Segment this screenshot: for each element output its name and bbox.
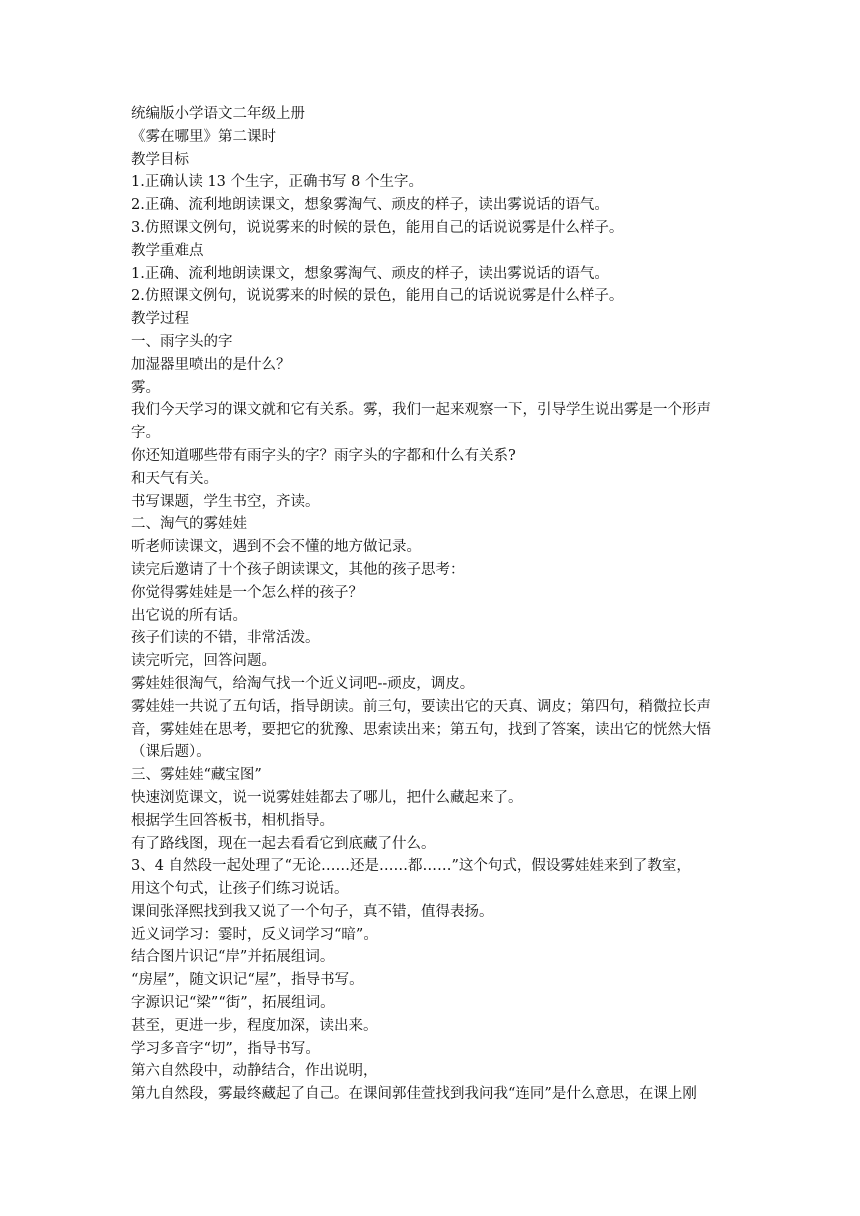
doc-goal-2: 2.正确、流利地朗读课文，想象雾淘气、顽皮的样子，读出雾说话的语气。 <box>131 197 609 214</box>
doc-paragraph: 雾娃娃很淘气，给淘气找一个近义词吧--顽皮，调皮。 <box>131 675 475 692</box>
doc-paragraph: 出它说的所有话。 <box>131 607 247 624</box>
doc-paragraph: 快速浏览课文，说一说雾娃娃都去了哪儿，把什么藏起来了。 <box>131 789 523 806</box>
doc-paragraph: 第九自然段，雾最终藏起了自己。在课间郭佳萱找到我问我“连同”是什么意思，在课上刚 <box>131 1086 697 1103</box>
doc-section-1-title: 一、雨字头的字 <box>131 333 233 350</box>
doc-paragraph: 和天气有关。 <box>131 470 218 487</box>
doc-key-point-1: 1.正确、流利地朗读课文，想象雾淘气、顽皮的样子，读出雾说话的语气。 <box>131 265 609 282</box>
doc-paragraph: 读完听完，回答问题。 <box>131 653 276 670</box>
doc-paragraph: 我们今天学习的课文就和它有关系。雾，我们一起来观察一下，引导学生说出雾是一个形声 <box>131 402 711 419</box>
doc-paragraph: 你觉得雾娃娃是一个怎么样的孩子？ <box>131 584 363 601</box>
doc-key-point-2: 2.仿照课文例句，说说雾来的时候的景色，能用自己的话说说雾是什么样子。 <box>131 288 624 305</box>
doc-paragraph: 读完后邀请了十个孩子朗读课文，其他的孩子思考： <box>131 561 465 578</box>
doc-paragraph: 加湿器里喷出的是什么？ <box>131 356 291 373</box>
doc-lesson-title: 《雾在哪里》第二课时 <box>131 128 276 145</box>
doc-heading-goals: 教学目标 <box>131 151 189 168</box>
doc-paragraph: 结合图片识记“岸”并拓展组词。 <box>131 949 335 966</box>
doc-paragraph: 雾。 <box>131 379 160 396</box>
doc-section-2-title: 二、淘气的雾娃娃 <box>131 516 247 533</box>
document-body <box>131 103 731 1106</box>
doc-paragraph: 课间张泽熙找到我又说了一个句子，真不错，值得表扬。 <box>131 903 494 920</box>
doc-paragraph: 甚至，更进一步，程度加深，读出来。 <box>131 1017 378 1034</box>
doc-heading-key-points: 教学重难点 <box>131 242 204 259</box>
doc-paragraph: 近义词学习：霎时，反义词学习“暗”。 <box>131 926 378 943</box>
doc-paragraph: 有了路线图，现在一起去看看它到底藏了什么。 <box>131 835 436 852</box>
doc-paragraph: 雾娃娃一共说了五句话，指导朗读。前三句，要读出它的天真、调皮；第四句，稍微拉长声 <box>131 698 711 715</box>
doc-paragraph: 根据学生回答板书，相机指导。 <box>131 812 334 829</box>
doc-paragraph: 字。 <box>131 425 160 442</box>
doc-heading-process: 教学过程 <box>131 311 189 328</box>
doc-paragraph: 第六自然段中，动静结合，作出说明， <box>131 1063 378 1080</box>
doc-goal-3: 3.仿照课文例句，说说雾来的时候的景色，能用自己的话说说雾是什么样子。 <box>131 219 624 236</box>
doc-paragraph: “房屋”，随文识记“屋”，指导书写。 <box>131 972 364 989</box>
doc-paragraph: 用这个句式，让孩子们练习说话。 <box>131 881 349 898</box>
doc-textbook-title: 统编版小学语文二年级上册 <box>131 106 305 122</box>
doc-paragraph: 听老师读课文，遇到不会不懂的地方做记录。 <box>131 539 421 556</box>
doc-paragraph: （课后题）。 <box>131 744 211 761</box>
doc-paragraph: 孩子们读的不错，非常活泼。 <box>131 630 320 647</box>
doc-paragraph: 学习多音字“切”，指导书写。 <box>131 1040 320 1057</box>
doc-paragraph: 你还知道哪些带有雨字头的字？雨字头的字都和什么有关系? <box>131 447 516 464</box>
doc-paragraph: 音，雾娃娃在思考，要把它的犹豫、思索读出来；第五句，找到了答案，读出它的恍然大悟 <box>131 721 711 738</box>
doc-paragraph: 字源识记“梁”“街”，拓展组词。 <box>131 995 335 1012</box>
doc-section-3-title: 三、雾娃娃“藏宝图” <box>131 767 262 784</box>
doc-paragraph: 书写课题，学生书空，齐读。 <box>131 493 320 510</box>
doc-paragraph: 3、4 自然段一起处理了“无论……还是……都……”这个句式，假设雾娃娃来到了教室， <box>131 858 691 875</box>
doc-goal-1: 1.正确认读 13 个生字，正确书写 8 个生字。 <box>131 174 423 191</box>
